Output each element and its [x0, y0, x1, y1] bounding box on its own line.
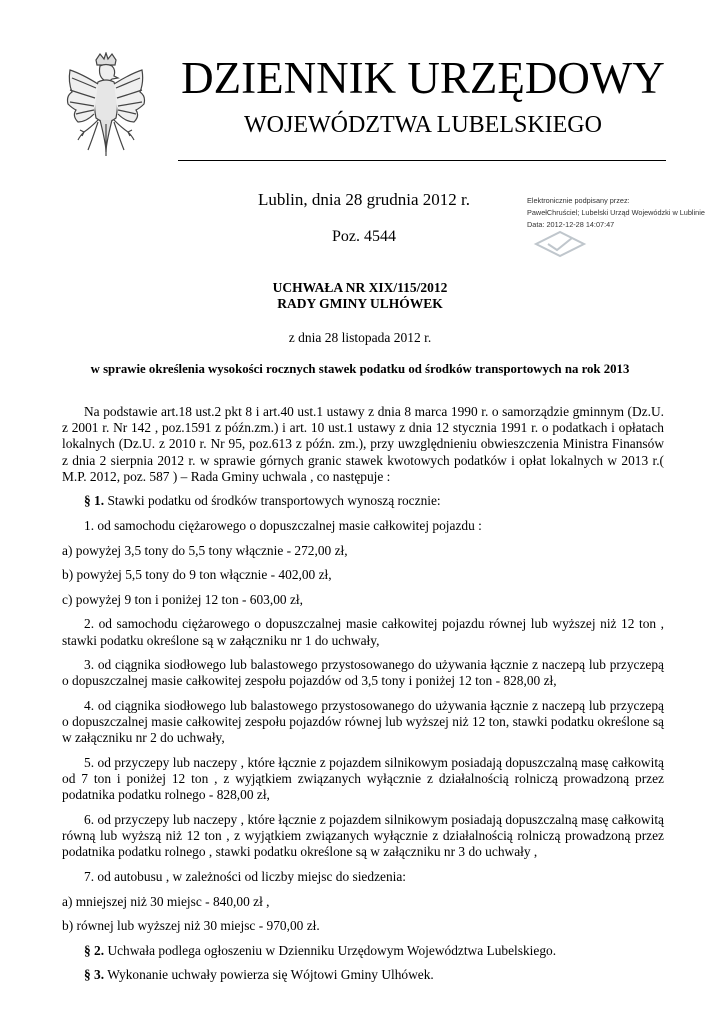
signature-label: Elektronicznie podpisany przez: [527, 196, 630, 205]
point-6: 6. od przyczepy lub naczepy , które łącznie z pojazdem silnikowym posiadają dopuszczalną masę całkowitą równą lub wyższą niż 12 ton , z wyjątkiem związanych wyłącznie z działalnością rolniczą prowadzoną przez podatnika podatku rolnego , stawki podatku określone są w załączniku nr 3 do uchwały , [62, 811, 664, 860]
point-3: 3. od ciągnika siodłowego lub balastowego przystosowanego do używania łącznie z naczepą lub przyczepą o dopuszczalnej masie całkowitej zespołu pojazdów od 3,5 tony i poniżej 12 ton - 828,00 zł, [62, 657, 664, 689]
section-2 [62, 943, 664, 959]
point-1b: b) powyżej 5,5 tony do 9 ton włącznie - 402,00 zł, [62, 567, 332, 583]
section-1-text: Stawki podatku od środków transportowych wynoszą rocznie: [104, 493, 441, 509]
point-2: 2. od samochodu ciężarowego o dopuszczalnej masie całkowitej pojazdu równej lub wyższej niż 12 ton , stawki podatku określone są w załączniku nr 1 do uchwały, [62, 616, 664, 648]
council-name: RADY GMINY ULHÓWEK [277, 296, 443, 311]
point-4: 4. od ciągnika siodłowego lub balastowego przystosowanego do używania łącznie z naczepą lub przyczepą o dopuszczalnej masie całkowitej zespołu pojazdów równej lub wyższej niż 12 ton, stawki podatku określone są w załączniku nr 2 do uchwały, [62, 697, 664, 746]
point-7: 7. od autobusu , w zależności od liczby miejsc do siedzenia: [84, 868, 407, 884]
section-3 [62, 967, 664, 983]
section-1 [62, 493, 664, 509]
preamble: Na podstawie art.18 ust.2 pkt 8 i art.40 ust.1 ustawy z dnia 8 marca 1990 r. o samorządzie gminnym (Dz.U. z 2001 r. Nr 142 , poz.1591 z późn.zm.) i art. 10 ust.1 ustawy z dnia 12 stycznia 1991 r. o podatkach i opłatach lokalnych (Dz.U. z 2010 r. Nr 95, poz.613 z późn. zm.), przy uwzględnieniu obwieszczenia Ministra Finansów z dnia 2 sierpnia 2012 r. w sprawie górnych granic stawek kwotowych podatków i opłat lokalnych w 2013 r.( M.P. 2012, poz. 587 ) – Rada Gminy uchwala , co następuje : [62, 404, 664, 484]
resolution-body [62, 404, 664, 992]
adoption-date: z dnia 28 listopada 2012 r. [288, 330, 432, 345]
point-1a: a) powyżej 3,5 tony do 5,5 tony włącznie - 272,00 zł, [62, 542, 348, 558]
point-1c: c) powyżej 9 ton i poniżej 12 ton - 603,00 zł, [62, 591, 303, 607]
section-2-mark: § 2. [84, 942, 105, 958]
section-1-mark: § 1. [84, 493, 105, 509]
signature-date: Data: 2012-12-28 14:07:47 [527, 220, 615, 229]
publication-date: Lublin, dnia 28 grudnia 2012 r. [257, 190, 470, 209]
resolution-subject: w sprawie określenia wysokości rocznych stawek podatku od środków transportowych na rok 2013 [90, 362, 630, 376]
header-divider [178, 160, 666, 161]
point-7a: a) mniejszej niż 30 miejsc - 840,00 zł , [62, 893, 270, 909]
point-1: 1. od samochodu ciężarowego o dopuszczalnej masie całkowitej pojazdu : [84, 518, 482, 533]
electronic-signature [527, 195, 717, 231]
journal-subtitle: WOJEWÓDZTWA LUBELSKIEGO [244, 112, 602, 138]
position-number: Poz. 4544 [332, 228, 396, 245]
signature-signer: PawełChruściel; Lubelski Urząd Wojewódzki w Lublinie [527, 208, 705, 217]
section-3-text: Wykonanie uchwały powierza się Wójtowi Gminy Ulhówek. [104, 967, 434, 983]
section-2-text: Uchwała podlega ogłoszeniu w Dzienniku Urzędowym Województwa Lubelskiego. [104, 942, 557, 958]
point-5: 5. od przyczepy lub naczepy , które łącznie z pojazdem silnikowym posiadają dopuszczalną masę całkowitą od 7 ton i poniżej 12 ton , z wyjątkiem związanych wyłącznie z działalnością rolniczą prowadzoną przez podatnika podatku rolnego - 828,00 zł, [62, 754, 664, 803]
journal-title: DZIENNIK URZĘDOWY [181, 53, 665, 103]
section-3-mark: § 3. [84, 967, 105, 983]
signature-check-icon [530, 228, 590, 260]
eagle-emblem-icon [62, 52, 150, 162]
point-7b: b) równej lub wyższej niż 30 miejsc - 970,00 zł. [62, 918, 320, 934]
resolution-heading [160, 280, 560, 312]
resolution-number: UCHWAŁA NR XIX/115/2012 [272, 280, 448, 295]
